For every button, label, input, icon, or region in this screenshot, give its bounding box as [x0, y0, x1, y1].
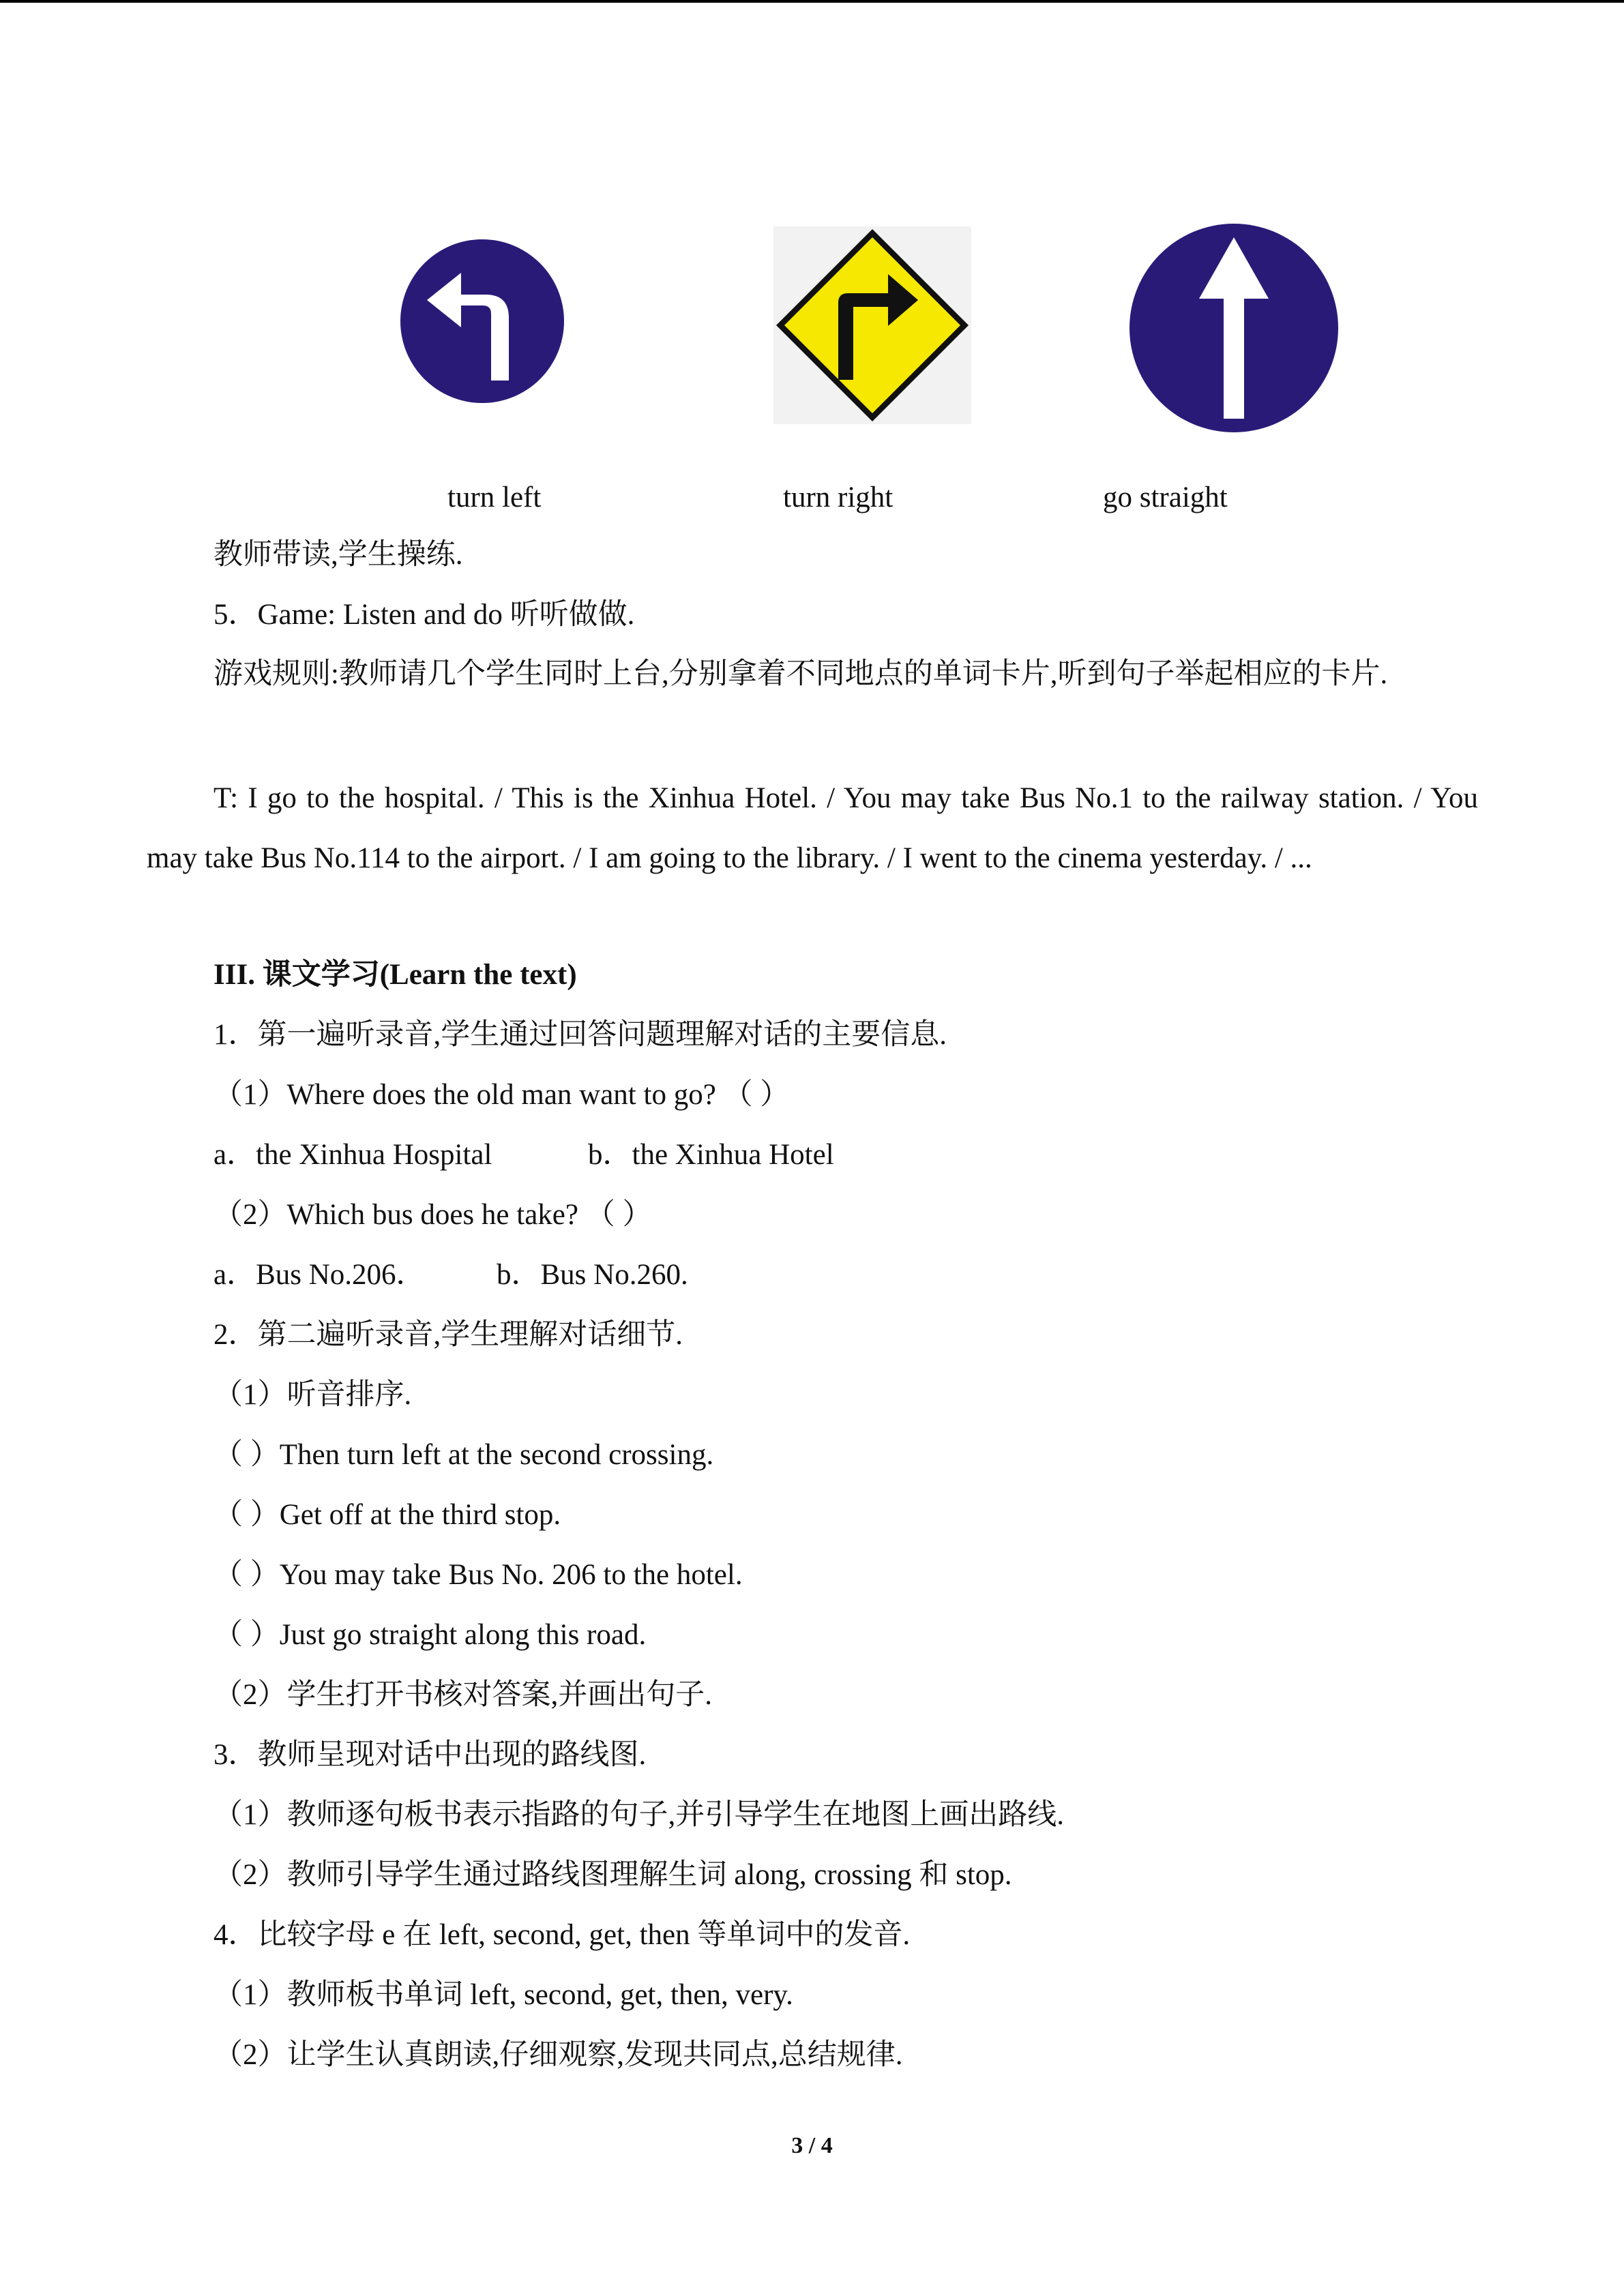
question-1-option-a: a．the Xinhua Hospital — [213, 1139, 492, 1171]
order-item-3: （ ）You may take Bus No. 206 to the hotel. — [213, 1559, 743, 1591]
step-1: 1．第一遍听录音,学生通过回答问题理解对话的主要信息. — [213, 1019, 947, 1051]
question-2-option-a: a．Bus No.206． — [213, 1259, 426, 1291]
step-4-sub-1: （1）教师板书单词 left, second, get, then, very. — [213, 1979, 793, 2011]
step-3-sub-1: （1）教师逐句板书表示指路的句子,并引导学生在地图上画出路线. — [213, 1799, 1064, 1831]
turn-right-sign — [773, 226, 971, 424]
teacher-lead-line: 教师带读,学生操练. — [213, 539, 463, 571]
step-4: 4．比较字母 e 在 left, second, get, then 等单词中的发音. — [213, 1919, 911, 1951]
sign-caption-turn-left: turn left — [447, 481, 542, 513]
step-2-sub-2: （2）学生打开书核对答案,并画出句子. — [213, 1679, 712, 1711]
go-straight-sign — [1128, 222, 1340, 434]
sign-caption-turn-right: turn right — [783, 481, 894, 513]
question-2-option-b: b．Bus No.260. — [497, 1259, 688, 1291]
order-item-1: （ ）Then turn left at the second crossing. — [213, 1439, 714, 1471]
game-title: 5．Game: Listen and do 听听做做. — [213, 599, 635, 631]
question-2: （2）Which bus does he take? （ ） — [213, 1199, 652, 1231]
turn-left-sign — [398, 237, 566, 405]
question-1: （1）Where does the old man want to go? （ ） — [213, 1079, 790, 1111]
step-3-sub-2: （2）教师引导学生通过路线图理解生词 along, crossing 和 stop. — [213, 1859, 1012, 1891]
step-3: 3．教师呈现对话中出现的路线图. — [213, 1739, 647, 1771]
question-1-option-b: b．the Xinhua Hotel — [588, 1139, 834, 1171]
step-4-sub-2: （2）让学生认真朗读,仔细观察,发现共同点,总结规律. — [213, 2039, 903, 2071]
section-heading-learn-the-text: III. 课文学习(Learn the text) — [213, 959, 577, 991]
game-rules-paragraph: 游戏规则:教师请几个学生同时上台,分别拿着不同地点的单词卡片,听到句子举起相应的卡片. — [213, 658, 1388, 690]
step-2: 2．第二遍听录音,学生理解对话细节. — [213, 1319, 683, 1351]
step-2-sub-1: （1）听音排序. — [213, 1379, 412, 1411]
page-number: 3 / 4 — [791, 2133, 833, 2158]
order-item-2: （ ）Get off at the third stop. — [213, 1499, 561, 1531]
sign-caption-go-straight: go straight — [1103, 481, 1228, 513]
teacher-sentences-paragraph: T: I go to the hospital. / This is the Xinhua Hotel. / You may take Bus No.1 to the railway station. / You may take Bus No.114 to the airport. / I am going to the library. / I went to the cinema yesterday. / ... — [147, 782, 1478, 874]
top-border — [0, 0, 1624, 3]
order-item-4: （ ）Just go straight along this road. — [213, 1619, 647, 1651]
